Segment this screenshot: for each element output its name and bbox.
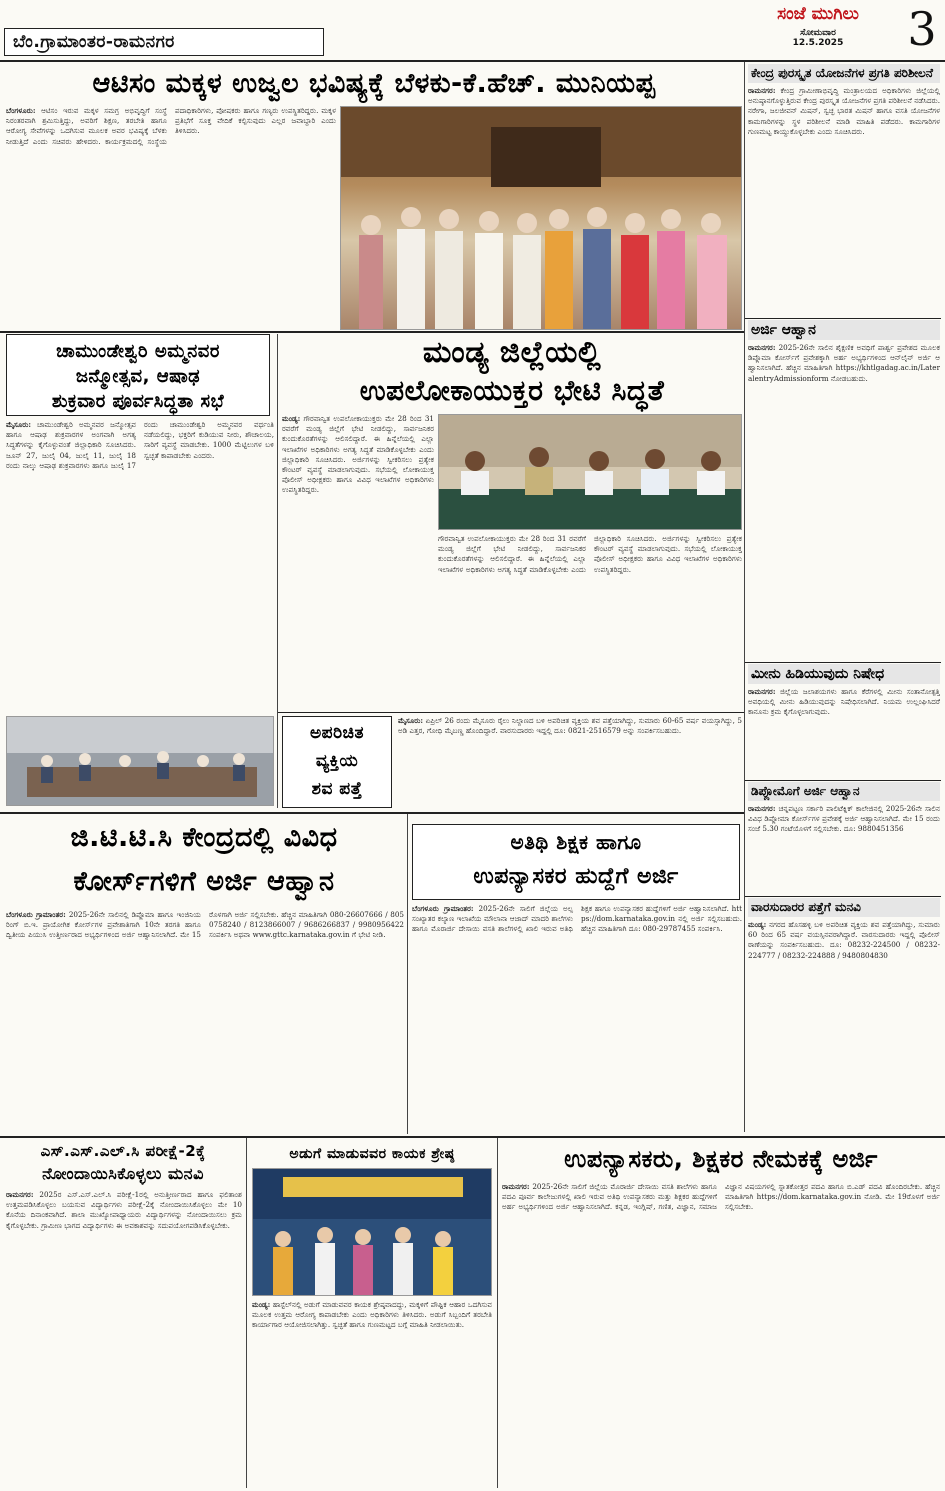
mandya-headline-line-1: ಮಂಡ್ಯ ಜಿಲ್ಲೆಯಲ್ಲಿ <box>422 335 602 370</box>
sidebar-story-4-dateline: ರಾಮನಗರ: <box>748 804 776 813</box>
cook-body <box>252 1300 492 1484</box>
lecturers-body <box>502 1182 940 1484</box>
unknown-body-dateline: ಮೈಸೂರು: <box>398 716 424 725</box>
masthead-logo <box>738 4 898 56</box>
guest-teacher-body-text: 2025-26ನೇ ಸಾಲಿಗೆ ಜಿಲ್ಲೆಯ ಅಲ್ಪಸಂಖ್ಯಾತರ ಕಲ್ಯಾಣ ಇಲಾಖೆಯ ಮೌಲಾನಾ ಆಜಾದ್ ಮಾದರಿ ಶಾಲೆಗಳು ಹಾಗೂ ಮೊರಾರ್ಜಿ ದೇಸಾಯಿ ವಸತಿ ಶಾಲೆಗಳಲ್ಲಿ ಖಾಲಿ ಇರುವ ಅತಿಥಿ ಶಿಕ್ಷಕ ಹಾಗೂ ಉಪನ್ಯಾಸಕರ ಹುದ್ದೆಗಳಿಗೆ ಅರ್ಜಿ ಆಹ್ವಾನಿಸಲಾಗಿದೆ. https://dom.karnataka.gov.in ನಲ್ಲಿ ಅರ್ಜಿ ಸಲ್ಲಿಸಬಹುದು. ಹೆಚ್ಚಿನ ಮಾಹಿತಿಗಾಗಿ ದೂ: 080-29787455 ಸಂಪರ್ಕಿಸಿ. <box>412 904 742 934</box>
unknown-body-text: ಏಪ್ರಿಲ್ 26 ರಂದು ಮೈಸೂರು ರೈಲು ನಿಲ್ದಾಣದ ಬಳಿ ಅಪರಿಚಿತ ವ್ಯಕ್ತಿಯ ಶವ ಪತ್ತೆಯಾಗಿದ್ದು, ಸುಮಾರು 60-65 ವರ್ಷ ವಯಸ್ಸಾಗಿದ್ದು, 5 ಅಡಿ ಎತ್ತರ, ಗೋಧಿ ಮೈಬಣ್ಣ ಹೊಂದಿದ್ದಾರೆ. ವಾರಸುದಾರರು ಇದ್ದಲ್ಲಿ ದೂ: 0821-2516579 ಅನ್ನು ಸಂಪರ್ಕಿಸಬಹುದು. <box>398 716 742 736</box>
unknown-body-headline-line-3: ಶವ ಪತ್ತೆ <box>311 779 363 799</box>
guest-teacher-headline-line-1: ಅತಿಥಿ ಶಿಕ್ಷಕ ಹಾಗೂ <box>510 830 642 854</box>
mandya-rule <box>278 712 744 713</box>
sidebar-story-5-body <box>748 920 940 1124</box>
guest-teacher-headline-line-2: ಉಪನ್ಯಾಸಕರ ಹುದ್ದೆಗೆ ಅರ್ಜಿ <box>473 864 679 889</box>
chamundeshwari-headline-line-2: ಜನ್ಮೋತ್ಸವ, ಆಷಾಢ <box>75 366 201 387</box>
lead-body <box>6 106 336 230</box>
sidebar-story-1-headline: ಕೇಂದ್ರ ಪುರಸ್ಕೃತ ಯೋಜನೆಗಳ ಪ್ರಗತಿ ಪರಿಶೀಲನೆ <box>748 64 940 83</box>
col-divider-4 <box>497 1138 498 1488</box>
sidebar-story-2 <box>748 320 940 660</box>
masthead-date: 12.5.2025 <box>792 38 844 48</box>
gttc-headline-line-2: ಕೋರ್ಸ್‌ಗಳಿಗೆ ಅರ್ಜಿ ಆಹ್ವಾನ <box>73 866 335 897</box>
mandya-headline-line-2: ಉಪಲೋಕಾಯುಕ್ತರ ಭೇಟಿ ಸಿದ್ಧತೆ <box>359 374 665 407</box>
sidebar-rule-4 <box>745 896 941 897</box>
mandya-body-left <box>282 414 434 710</box>
sidebar-story-4-headline: ಡಿಪ್ಲೋಮೊಗೆ ಅರ್ಜಿ ಆಹ್ವಾನ <box>748 782 940 801</box>
gttc-headline-line-1: ಜಿ.ಟಿ.ಟಿ.ಸಿ ಕೇಂದ್ರದಲ್ಲಿ ವಿವಿಧ <box>70 822 338 853</box>
gttc-body <box>6 910 404 1132</box>
cook-body-text: ಹಾಸ್ಟೆಲ್‌ನಲ್ಲಿ ಅಡುಗೆ ಮಾಡುವವರ ಕಾಯಕ ಶ್ರೇಷ್ಠವಾದದ್ದು, ಮಕ್ಕಳಿಗೆ ಪೌಷ್ಟಿಕ ಆಹಾರ ಒದಗಿಸುವ ಮೂಲಕ ಉತ್ತಮ ಆರೋಗ್ಯ ಕಾಪಾಡಬೇಕು ಎಂದು ಅಧಿಕಾರಿಗಳು ತಿಳಿಸಿದರು. ಅಡುಗೆ ಸಿಬ್ಬಂದಿಗೆ ತರಬೇತಿ ಕಾರ್ಯಾಗಾರ ಆಯೋಜಿಸಲಾಗಿತ್ತು. ಸ್ವಚ್ಛತೆ ಹಾಗೂ ಗುಣಮಟ್ಟದ ಬಗ್ಗೆ ಮಾಹಿತಿ ನೀಡಲಾಯಿತು. <box>252 1300 492 1330</box>
lecturers-dateline: ರಾಮನಗರ: <box>502 1182 530 1191</box>
section-banner <box>4 28 324 56</box>
guest-teacher-body <box>412 904 742 1132</box>
cook-dateline: ಮಂಡ್ಯ: <box>252 1300 271 1309</box>
lecturers-headline: ಉಪನ್ಯಾಸಕರು, ಶಿಕ್ಷಕರ ನೇಮಕಕ್ಕೆ ಅರ್ಜಿ <box>564 1145 878 1173</box>
unknown-body-headline-line-1: ಅಪರಿಚಿತ <box>309 723 364 743</box>
cook-photo-image <box>253 1169 492 1296</box>
unknown-body-headline <box>282 716 392 808</box>
sidebar-story-2-dateline: ರಾಮನಗರ: <box>748 343 776 352</box>
lead-photo <box>340 106 742 330</box>
guest-teacher-headline <box>412 824 740 900</box>
sidebar-story-1-body <box>748 86 940 296</box>
sidebar-story-1-dateline: ರಾಮನಗರ: <box>748 86 776 95</box>
page-number: 3 <box>907 2 937 56</box>
sslc-headline <box>4 1140 242 1188</box>
mandya-headline <box>282 334 742 410</box>
lead-body-text: ಆಟಿಸಂ ಇರುವ ಮಕ್ಕಳ ಸಮಗ್ರ ಅಭಿವೃದ್ಧಿಗೆ ಸಂಸ್ಥೆ ನಿರಂತರವಾಗಿ ಶ್ರಮಿಸುತ್ತಿದ್ದು, ಅವರಿಗೆ ಶಿಕ್ಷಣ, ತರಬೇತಿ ಹಾಗೂ ಆರೋಗ್ಯ ಸೇವೆಗಳನ್ನು ಒದಗಿಸುವ ಮೂಲಕ ಅವರ ಭವಿಷ್ಯಕ್ಕೆ ಬೆಳಕು ನೀಡುತ್ತಿದೆ ಎಂದು ಸಚಿವರು ಹೇಳಿದರು. ಕಾರ್ಯಕ್ರಮದಲ್ಲಿ ಸಂಸ್ಥೆಯ ಪದಾಧಿಕಾರಿಗಳು, ಪೋಷಕರು ಹಾಗೂ ಗಣ್ಯರು ಉಪಸ್ಥಿತರಿದ್ದರು. ಮಕ್ಕಳ ಪ್ರತಿಭೆಗೆ ಸೂಕ್ತ ವೇದಿಕೆ ಕಲ್ಪಿಸುವುದು ಎಲ್ಲರ ಜವಾಬ್ದಾರಿ ಎಂದು ತಿಳಿಸಿದರು. <box>6 106 336 146</box>
sidebar-story-3 <box>748 664 940 778</box>
sidebar-divider <box>744 62 745 1132</box>
sslc-headline-line-2: ನೋಂದಾಯಿಸಿಕೊಳ್ಳಲು ಮನವಿ <box>42 1164 204 1183</box>
cook-headline: ಅಡುಗೆ ಮಾಡುವವರ ಕಾಯಕ ಶ್ರೇಷ್ಠ <box>289 1146 455 1162</box>
mandya-photo <box>438 414 742 530</box>
sidebar-story-3-text: ಜಿಲ್ಲೆಯ ಜಲಾಶಯಗಳು ಹಾಗೂ ಕೆರೆಗಳಲ್ಲಿ ಮೀನು ಸಂತಾನೋತ್ಪತ್ತಿ ಅವಧಿಯಲ್ಲಿ ಮೀನು ಹಿಡಿಯುವುದನ್ನು ನಿಷೇಧಿಸಲಾಗಿದೆ. ನಿಯಮ ಉಲ್ಲಂಘಿಸಿದರೆ ಕಾನೂನು ಕ್ರಮ ಕೈಗೊಳ್ಳಲಾಗುವುದು. <box>748 687 940 717</box>
meeting-photo-image <box>7 717 274 806</box>
masthead-rule <box>0 60 945 62</box>
chamundeshwari-dateline: ಮೈಸೂರು: <box>6 420 32 429</box>
col-divider-2 <box>407 814 408 1134</box>
lead-rule <box>0 331 744 333</box>
sidebar-story-5-text: ನಗರದ ಹೊಸಹಳ್ಳಿ ಬಳಿ ಅಪರಿಚಿತ ವ್ಯಕ್ತಿಯ ಶವ ಪತ್ತೆಯಾಗಿದ್ದು, ಸುಮಾರು 60 ರಿಂದ 65 ವರ್ಷ ವಯಸ್ಸಿನವರಾಗಿದ್ದಾರೆ. ವಾರಸುದಾರರು ಇದ್ದಲ್ಲಿ ಪೊಲೀಸ್ ಠಾಣೆಯನ್ನು ಸಂಪರ್ಕಿಸಬಹುದು. ದೂ: 08232-224500 / 08232-224777 / 08232-224888 / 9480804830 <box>748 920 940 960</box>
sidebar-story-2-body <box>748 343 940 653</box>
lead-dateline: ಬೆಂಗಳೂರು: <box>6 106 36 115</box>
sidebar-story-3-dateline: ರಾಮನಗರ: <box>748 687 776 696</box>
mandya-dateline: ಮಂಡ್ಯ: <box>282 414 301 423</box>
sidebar-story-4-body <box>748 804 940 890</box>
sidebar-story-5-headline: ವಾರಸುದಾರರ ಪತ್ತೆಗೆ ಮನವಿ <box>748 898 940 917</box>
sidebar-story-5-dateline: ಮಂಡ್ಯ: <box>748 920 767 929</box>
chamundeshwari-headline-line-3: ಶುಕ್ರವಾರ ಪೂರ್ವಸಿದ್ಧತಾ ಸಭೆ <box>51 391 225 412</box>
gttc-body-text: 2025-26ನೇ ಸಾಲಿನಲ್ಲಿ ಡಿಪ್ಲೊಮಾ ಹಾಗೂ ಇಂಜಿನಿಯರಿಂಗ್ ಬಿ.ಇ. ಪ್ರಾಯೋಗಿಕ ಕೋರ್ಸ್‌ಗಳ ಪ್ರವೇಶಾತಿಗಾಗಿ 10ನೇ ತರಗತಿ ಹಾಗೂ ದ್ವಿತೀಯ ಪಿಯುಸಿ ಉತ್ತೀರ್ಣರಾದ ಅಭ್ಯರ್ಥಿಗಳಿಂದ ಅರ್ಜಿ ಆಹ್ವಾನಿಸಲಾಗಿದೆ. ಮೇ 15 ರೊಳಗಾಗಿ ಅರ್ಜಿ ಸಲ್ಲಿಸಬೇಕು. ಹೆಚ್ಚಿನ ಮಾಹಿತಿಗಾಗಿ 080-26607666 / 8050758240 / 8123866007 / 9686266837 / 9980956422 ಸಂಪರ್ಕಿಸಿ ಅಥವಾ www.gttc.karnataka.gov.in ಗೆ ಭೇಟಿ ನೀಡಿ. <box>6 910 404 940</box>
section-label: ಬೆಂ.ಗ್ರಾಮಾಂತರ-ರಾಮನಗರ <box>13 32 175 52</box>
sidebar-rule-2 <box>745 662 941 663</box>
lecturers-body-text: 2025-26ನೇ ಸಾಲಿಗೆ ಜಿಲ್ಲೆಯ ಮೊರಾರ್ಜಿ ದೇಸಾಯಿ ವಸತಿ ಶಾಲೆಗಳು ಹಾಗೂ ಪದವಿ ಪೂರ್ವ ಕಾಲೇಜುಗಳಲ್ಲಿ ಖಾಲಿ ಇರುವ ಅತಿಥಿ ಉಪನ್ಯಾಸಕರು ಮತ್ತು ಶಿಕ್ಷಕರ ಹುದ್ದೆಗಳಿಗೆ ಅರ್ಹ ಅಭ್ಯರ್ಥಿಗಳಿಂದ ಅರ್ಜಿ ಆಹ್ವಾನಿಸಲಾಗಿದೆ. ಕನ್ನಡ, ಇಂಗ್ಲಿಷ್, ಗಣಿತ, ವಿಜ್ಞಾನ, ಸಮಾಜ ವಿಜ್ಞಾನ ವಿಷಯಗಳಲ್ಲಿ ಸ್ನಾತಕೋತ್ತರ ಪದವಿ ಹಾಗೂ ಬಿ.ಎಡ್ ಪದವಿ ಹೊಂದಿರಬೇಕು. ಹೆಚ್ಚಿನ ಮಾಹಿತಿಗಾಗಿ https://dom.karnataka.gov.in ನೋಡಿ. ಮೇ 19ರೊಳಗೆ ಅರ್ಜಿ ಸಲ್ಲಿಸಬೇಕು. <box>502 1182 940 1212</box>
sidebar-story-4 <box>748 782 940 894</box>
sslc-body <box>6 1190 242 1484</box>
guest-teacher-dateline: ಬೆಂಗಳೂರು ಗ್ರಾಮಾಂತರ: <box>412 904 474 913</box>
chamundeshwari-body <box>6 420 274 712</box>
bottom-rule <box>0 1136 945 1138</box>
cook-photo <box>252 1168 492 1296</box>
mid-rule <box>0 812 744 814</box>
chamundeshwari-body-text: ಚಾಮುಂಡೇಶ್ವರಿ ಅಮ್ಮನವರ ಜನ್ಮೋತ್ಸವ ಹಾಗೂ ಆಷಾಢ ಶುಕ್ರವಾರಗಳ ಅಂಗವಾಗಿ ಅಗತ್ಯ ಸಿದ್ಧತೆಗಳನ್ನು ಕೈಗೊಳ್ಳುವಂತೆ ಜಿಲ್ಲಾಧಿಕಾರಿ ಸೂಚಿಸಿದರು. ಜೂನ್ 27, ಜುಲೈ 04, ಜುಲೈ 11, ಜುಲೈ 18 ರಂದು ನಾಲ್ಕು ಆಷಾಢ ಶುಕ್ರವಾರಗಳು ಹಾಗೂ ಜುಲೈ 17 ರಂದು ಚಾಮುಂಡೇಶ್ವರಿ ಅಮ್ಮನವರ ವರ್ಧಂತಿ ನಡೆಯಲಿದ್ದು, ಭಕ್ತರಿಗೆ ಕುಡಿಯುವ ನೀರು, ಶೌಚಾಲಯ, ಸಾರಿಗೆ ವ್ಯವಸ್ಥೆ ಮಾಡಬೇಕು. 1000 ಮೆಟ್ಟಿಲುಗಳ ಬಳಿ ಸ್ವಚ್ಛತೆ ಕಾಪಾಡಬೇಕು ಎಂದರು. <box>6 420 274 470</box>
lead-headline: ಆಟಿಸಂ ಮಕ್ಕಳ ಉಜ್ವಲ ಭವಿಷ್ಯಕ್ಕೆ ಬೆಳಕು-ಕೆ.ಹೆಚ್. ಮುನಿಯಪ್ಪ <box>92 68 656 99</box>
sidebar-story-1 <box>748 64 940 316</box>
lead-photo-image <box>341 107 742 330</box>
chamundeshwari-headline-line-1: ಚಾಮುಂಡೇಶ್ವರಿ ಅಮ್ಮನವರ <box>56 341 220 362</box>
mandya-body-continued: ಗೌರವಾನ್ವಿತ ಉಪಲೋಕಾಯುಕ್ತರು ಮೇ 28 ರಿಂದ 31 ರವರೆಗೆ ಮಂಡ್ಯ ಜಿಲ್ಲೆಗೆ ಭೇಟಿ ನೀಡಲಿದ್ದು, ಸಾರ್ವಜನಿಕರ ಕುಂದುಕೊರತೆಗಳನ್ನು ಆಲಿಸಲಿದ್ದಾರೆ. ಈ ಹಿನ್ನೆಲೆಯಲ್ಲಿ ಎಲ್ಲಾ ಇಲಾಖೆಗಳ ಅಧಿಕಾರಿಗಳು ಅಗತ್ಯ ಸಿದ್ಧತೆ ಮಾಡಿಕೊಳ್ಳಬೇಕು ಎಂದು ಜಿಲ್ಲಾಧಿಕಾರಿ ಸೂಚಿಸಿದರು. ಅರ್ಜಿಗಳನ್ನು ಸ್ವೀಕರಿಸಲು ಪ್ರತ್ಯೇಕ ಕೌಂಟರ್ ವ್ಯವಸ್ಥೆ ಮಾಡಲಾಗುವುದು. ಸಭೆಯಲ್ಲಿ ಲೋಕಾಯುಕ್ತ ಪೊಲೀಸ್ ಅಧೀಕ್ಷಕರು ಹಾಗೂ ವಿವಿಧ ಇಲಾಖೆಗಳ ಅಧಿಕಾರಿಗಳು ಉಪಸ್ಥಿತರಿದ್ದರು. <box>438 534 742 574</box>
mandya-body-text: ಗೌರವಾನ್ವಿತ ಉಪಲೋಕಾಯುಕ್ತರು ಮೇ 28 ರಿಂದ 31 ರವರೆಗೆ ಮಂಡ್ಯ ಜಿಲ್ಲೆಗೆ ಭೇಟಿ ನೀಡಲಿದ್ದು, ಸಾರ್ವಜನಿಕರ ಕುಂದುಕೊರತೆಗಳನ್ನು ಆಲಿಸಲಿದ್ದಾರೆ. ಈ ಹಿನ್ನೆಲೆಯಲ್ಲಿ ಎಲ್ಲಾ ಇಲಾಖೆಗಳ ಅಧಿಕಾರಿಗಳು ಅಗತ್ಯ ಸಿದ್ಧತೆ ಮಾಡಿಕೊಳ್ಳಬೇಕು ಎಂದು ಜಿಲ್ಲಾಧಿಕಾರಿ ಸೂಚಿಸಿದರು. ಅರ್ಜಿಗಳನ್ನು ಸ್ವೀಕರಿಸಲು ಪ್ರತ್ಯೇಕ ಕೌಂಟರ್ ವ್ಯವಸ್ಥೆ ಮಾಡಲಾಗುವುದು. ಸಭೆಯಲ್ಲಿ ಲೋಕಾಯುಕ್ತ ಪೊಲೀಸ್ ಅಧೀಕ್ಷಕರು ಹಾಗೂ ವಿವಿಧ ಇಲಾಖೆಗಳ ಅಧಿಕಾರಿಗಳು ಉಪಸ್ಥಿತರಿದ್ದರು. <box>282 414 434 495</box>
col-divider-1 <box>277 334 278 808</box>
sslc-dateline: ರಾಮನಗರ: <box>6 1190 34 1199</box>
sidebar-story-3-body <box>748 687 940 773</box>
col-divider-3 <box>246 1138 247 1488</box>
chamundeshwari-photo <box>6 716 274 806</box>
officials-photo-image <box>439 415 742 530</box>
unknown-body-headline-line-2: ವ್ಯಕ್ತಿಯ <box>315 751 359 771</box>
sidebar-story-1-text: ಕೇಂದ್ರ ಗ್ರಾಮೀಣಾಭಿವೃದ್ಧಿ ಮಂತ್ರಾಲಯದ ಅಧಿಕಾರಿಗಳು ಜಿಲ್ಲೆಯಲ್ಲಿ ಅನುಷ್ಠಾನಗೊಳ್ಳುತ್ತಿರುವ ಕೇಂದ್ರ ಪುರಸ್ಕೃತ ಯೋಜನೆಗಳ ಪ್ರಗತಿ ಪರಿಶೀಲನೆ ನಡೆಸಿದರು. ನರೇಗಾ, ಜಲಜೀವನ್ ಮಿಷನ್, ಸ್ವಚ್ಛ ಭಾರತ ಮಿಷನ್ ಹಾಗೂ ವಸತಿ ಯೋಜನೆಗಳ ಕಾಮಗಾರಿಗಳನ್ನು ಸ್ಥಳ ಪರಿಶೀಲನೆ ಮಾಡಿ ಮಾಹಿತಿ ಪಡೆದರು. ಕಾಮಗಾರಿಗಳ ಗುಣಮಟ್ಟ ಕಾಯ್ದುಕೊಳ್ಳಬೇಕು ಎಂದು ಸೂಚಿಸಿದರು. <box>748 86 940 136</box>
mandya-body-right <box>438 534 742 710</box>
sidebar-rule-3 <box>745 780 941 781</box>
gttc-dateline: ಬೆಂಗಳೂರು ಗ್ರಾಮಾಂತರ: <box>6 910 66 919</box>
paper-name: ಸಂಜೆ ಮುಗಿಲು <box>777 4 859 24</box>
sidebar-story-2-headline: ಅರ್ಜಿ ಆಹ್ವಾನ <box>748 320 940 340</box>
unknown-body-body <box>398 716 742 808</box>
sidebar-story-3-headline: ಮೀನು ಹಿಡಿಯುವುದು ನಿಷೇಧ <box>748 664 940 684</box>
sidebar-story-2-text: 2025-26ನೇ ಸಾಲಿನ ಶೈಕ್ಷಣಿಕ ಅವಧಿಗೆ ಪಾರ್ಶ್ವ ಪ್ರವೇಶದ ಮೂಲಕ ಡಿಪ್ಲೊಮಾ ಕೋರ್ಸ್‌ಗೆ ಪ್ರವೇಶಕ್ಕಾಗಿ ಅರ್ಹ ಅಭ್ಯರ್ಥಿಗಳಿಂದ ಆನ್‌ಲೈನ್ ಅರ್ಜಿ ಆಹ್ವಾನಿಸಲಾಗಿದೆ. ಹೆಚ್ಚಿನ ಮಾಹಿತಿಗಾಗಿ https://khtlgadag.ac.in/LateralentryAdmissionform ನೋಡಬಹುದು. <box>748 343 940 383</box>
sslc-headline-line-1: ಎಸ್.ಎಸ್.ಎಲ್.ಸಿ ಪರೀಕ್ಷೆ-2ಕ್ಕೆ <box>40 1142 206 1160</box>
sidebar-story-5 <box>748 898 940 1130</box>
chamundeshwari-headline <box>6 334 270 416</box>
masthead-day: ಸೋಮವಾರ <box>800 28 836 38</box>
sidebar-rule-1 <box>745 318 941 319</box>
sslc-body-text: 2025ರ ಎಸ್.ಎಸ್.ಎಲ್.ಸಿ ಪರೀಕ್ಷೆ-1ರಲ್ಲಿ ಅನುತ್ತೀರ್ಣರಾದ ಹಾಗೂ ಫಲಿತಾಂಶ ಉತ್ತಮಪಡಿಸಿಕೊಳ್ಳಲು ಬಯಸುವ ವಿದ್ಯಾರ್ಥಿಗಳು ಪರೀಕ್ಷೆ-2ಕ್ಕೆ ನೋಂದಾಯಿಸಿಕೊಳ್ಳಲು ಮೇ 10 ಕೊನೆಯ ದಿನಾಂಕವಾಗಿದೆ. ಶಾಲಾ ಮುಖ್ಯೋಪಾಧ್ಯಾಯರು ವಿದ್ಯಾರ್ಥಿಗಳನ್ನು ನೋಂದಾಯಿಸಲು ಕ್ರಮ ಕೈಗೊಳ್ಳಬೇಕು. ಗ್ರಾಮೀಣ ಭಾಗದ ವಿದ್ಯಾರ್ಥಿಗಳು ಈ ಅವಕಾಶವನ್ನು ಸದುಪಯೋಗಪಡಿಸಿಕೊಳ್ಳಬೇಕು. <box>6 1190 242 1230</box>
sidebar-story-4-text: ಚನ್ನಪಟ್ಟಣ ಸರ್ಕಾರಿ ಪಾಲಿಟೆಕ್ನಿಕ್ ಕಾಲೇಜಿನಲ್ಲಿ 2025-26ನೇ ಸಾಲಿನ ವಿವಿಧ ಡಿಪ್ಲೋಮಾ ಕೋರ್ಸ್‌ಗಳ ಪ್ರವೇಶಕ್ಕೆ ಅರ್ಜಿ ಆಹ್ವಾನಿಸಲಾಗಿದೆ. ಮೇ 15 ರಂದು ಸಂಜೆ 5.30 ಗಂಟೆಯೊಳಗೆ ಸಲ್ಲಿಸಬೇಕು. ದೂ: 9880451356 <box>748 804 940 834</box>
gttc-headline <box>4 816 404 906</box>
